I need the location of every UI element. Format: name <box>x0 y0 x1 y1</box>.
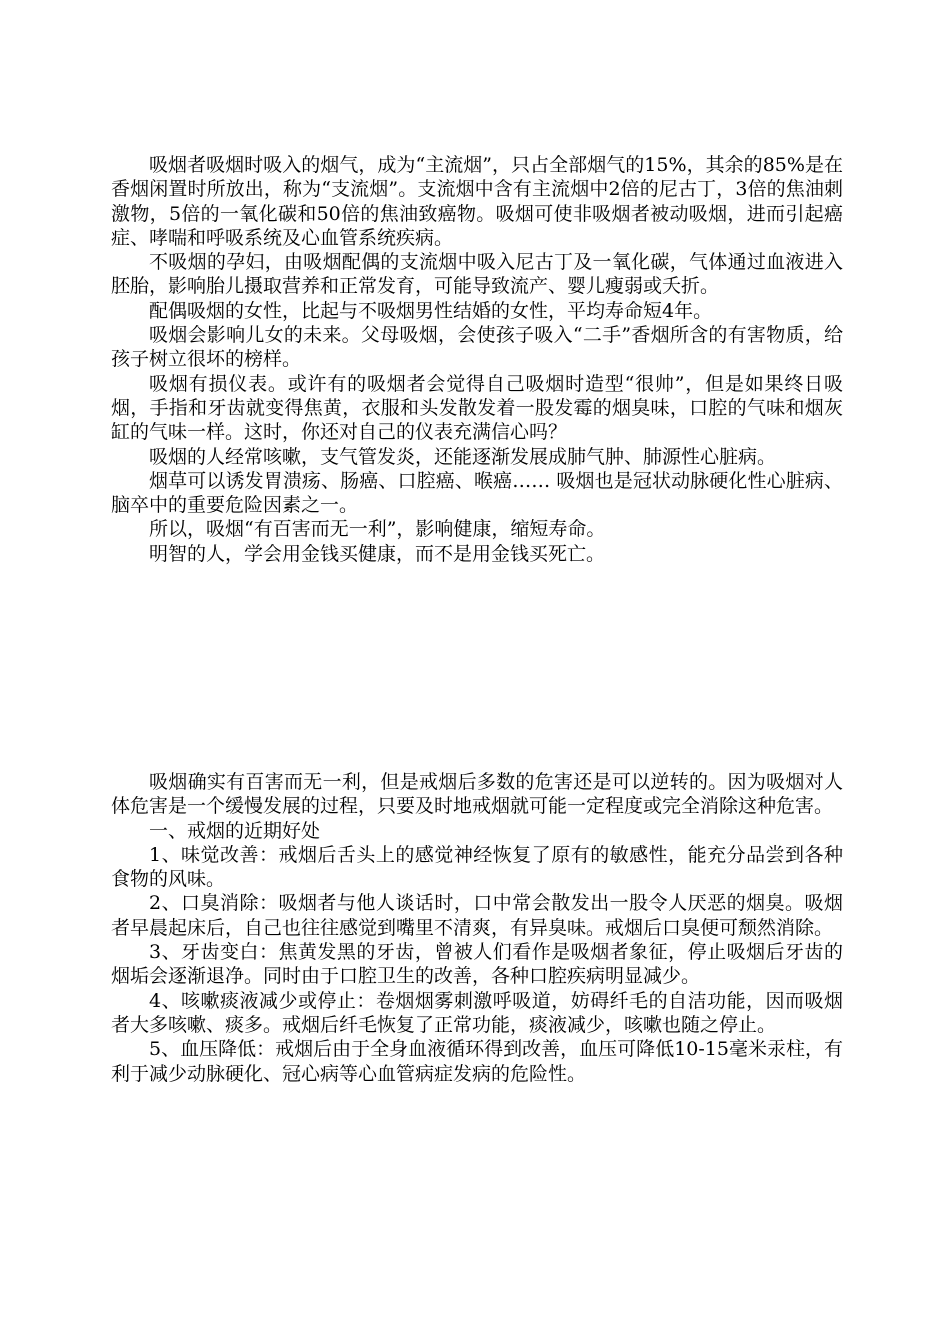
paragraph-wise-people: 明智的人，学会用金钱买健康，而不是用金钱买死亡。 <box>149 542 606 565</box>
paragraph-spouse-lifespan: 配偶吸烟的女性，比起与不吸烟男性结婚的女性，平均寿命短4年。 <box>149 299 713 322</box>
paragraph-cough-bronchitis: 吸烟的人经常咳嗽，支气管发炎，还能逐渐发展成肺气肿、肺源性心脏病。 <box>149 445 777 468</box>
paragraph-diseases: 烟草可以诱发胃溃疡、肠癌、口腔癌、喉癌…… 吸烟也是冠状动脉硬化性心脏病、脑卒中的重要危险因素之一。 <box>111 469 843 517</box>
paragraph-conclusion: 所以，吸烟“有百害而无一利”，影响健康，缩短寿命。 <box>149 518 606 541</box>
benefit-taste: 1、味觉改善：戒烟后舌头上的感觉神经恢复了原有的敏感性，能充分品尝到各种食物的风味。 <box>111 843 843 891</box>
smoking-harms-section <box>111 153 843 566</box>
benefit-blood-pressure: 5、血压降低：戒烟后由于全身血液循环得到改善，血压可降低10-15毫米汞柱，有利于减少动脉硬化、冠心病等心血管病症发病的危险性。 <box>111 1038 843 1085</box>
benefit-teeth: 3、牙齿变白：焦黄发黑的牙齿，曾被人们看作是吸烟者象征，停止吸烟后牙齿的烟垢会逐渐退净。同时由于口腔卫生的改善，各种口腔疾病明显减少。 <box>111 941 843 988</box>
benefit-breath: 2、口臭消除：吸烟者与他人谈话时，口中常会散发出一股令人厌恶的烟臭。吸烟者早晨起床后，自己也往往感觉到嘴里不清爽，有异臭味。戒烟后口臭便可颓然消除。 <box>111 892 843 939</box>
quitting-benefits-section <box>111 770 843 1086</box>
paragraph-children: 吸烟会影响儿女的未来。父母吸烟，会使孩子吸入“二手”香烟所含的有害物质，给孩子树立很坏的榜样。 <box>111 324 843 371</box>
paragraph-sidestream-smoke: 吸烟者吸烟时吸入的烟气，成为“主流烟”，只占全部烟气的15%，其余的85%是在香烟闲置时所放出，称为“支流烟”。支流烟中含有主流烟中2倍的尼古丁，3倍的焦油刺激物，5倍的一氧化碳和50倍的焦油致癌物。吸烟可使非吸烟者被动吸烟，进而引起癌症、哮喘和呼吸系统及心血管系统疾病。 <box>111 154 843 249</box>
heading-short-term-benefits: 一、戒烟的近期好处 <box>149 819 321 842</box>
paragraph-reversible: 吸烟确实有百害而无一利，但是戒烟后多数的危害还是可以逆转的。因为吸烟对人体危害是一个缓慢发展的过程，只要及时地戒烟就可能一定程度或完全消除这种危害。 <box>111 771 843 818</box>
benefit-cough: 4、咳嗽痰液减少或停止：卷烟烟雾刺激呼吸道，妨碍纤毛的自洁功能，因而吸烟者大多咳嗽、痰多。戒烟后纤毛恢复了正常功能，痰液减少，咳嗽也随之停止。 <box>111 989 843 1036</box>
paragraph-appearance: 吸烟有损仪表。或许有的吸烟者会觉得自己吸烟时造型“很帅”，但是如果终日吸烟，手指和牙齿就变得焦黄，衣服和头发散发着一股发霉的烟臭味，口腔的气味和烟灰缸的气味一样。这时，你还对自己的仪表充满信心吗？ <box>111 372 843 444</box>
paragraph-pregnant-women: 不吸烟的孕妇，由吸烟配偶的支流烟中吸入尼古丁及一氧化碳，气体通过血液进入胚胎，影响胎儿摄取营养和正常发育，可能导致流产、婴儿瘦弱或夭折。 <box>111 251 843 298</box>
